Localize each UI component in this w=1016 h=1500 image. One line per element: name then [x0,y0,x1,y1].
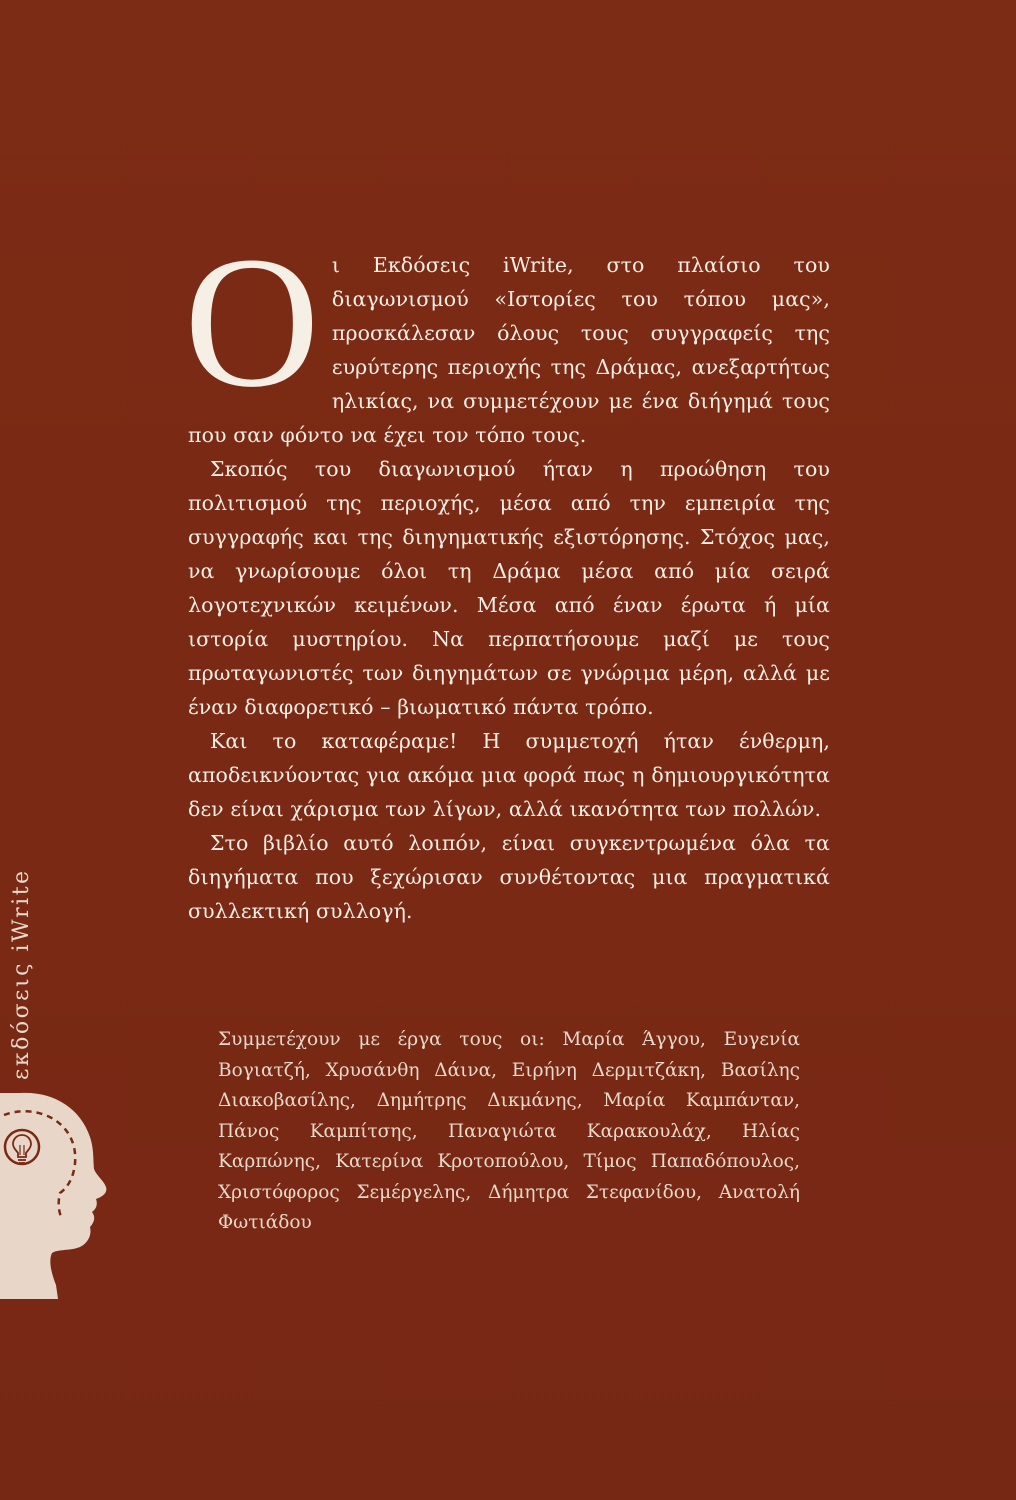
publisher-label: εκδόσεις iWrite [9,868,34,1080]
drop-cap: Ο [184,217,320,426]
paragraph-4: Στο βιβλίο αυτό λοιπόν, είναι συγκεντρωμένα όλα τα διηγήματα που ξεχώρισαν συνθέτοντας μια πραγματικά συλλεκτική συλλογή. [188,831,830,923]
paragraph-1 [184,217,830,452]
synopsis-text [184,217,830,928]
contributors-list: Συμμετέχουν με έργα τους οι: Μαρία Άγγου, Ευγενία Βογιατζή, Χρυσάνθη Δάινα, Ειρήνη Δερμιτζάκη, Βασίλης Διακοβασίλης, Δημήτρης Δικμάνης, Μαρία Καμπάνταν, Πάνος Καμπίτσης, Παναγιώτα Καρακουλάχ, Ηλίας Καρπώνης, Κατερίνα Κροτοπούλου, Τίμος Παπαδόπουλος, Χριστόφορος Σεμέργελης, Δήμητρα Στεφανίδου, Ανατολή Φωτιάδου [218,1029,800,1233]
paragraph-2: Σκοπός του διαγωνισμού ήταν η προώθηση του πολιτισμού της περιοχής, μέσα από την εμπειρία της συγγραφής και της διηγηματικής εξιστόρησης. Στόχος μας, να γνωρίσουμε όλοι τη Δράμα μέσα από μία σειρά λογοτεχνικών κειμένων. Μέσα από έναν έρωτα ή μία ιστορία μυστηρίου. Να περπατήσουμε μαζί με τους πρωταγωνιστές των διηγημάτων σε γνώριμα μέρη, αλλά με έναν διαφορετικό – βιωματικό πάντα τρόπο. [188,457,830,719]
head-lightbulb-icon [0,1085,110,1305]
paragraph-1-text: ι Εκδόσεις iWrite, στο πλαίσιο του διαγωνισμού «Ιστορίες του τόπου μας», προσκάλεσαν όλους τους συγγραφείς της ευρύτερης περιοχής της Δράμας, ανεξαρτήτως ηλικίας, να συμμετέχουν με ένα διήγημά τους που σαν φόντο να έχει τον τόπο τους. [188,253,830,447]
paragraph-3: Και το καταφέραμε! Η συμμετοχή ήταν ένθερμη, αποδεικνύοντας για ακόμα μια φορά πως η δημιουργικότητα δεν είναι χάρισμα των λίγων, αλλά ικανότητα των πολλών. [188,729,830,821]
